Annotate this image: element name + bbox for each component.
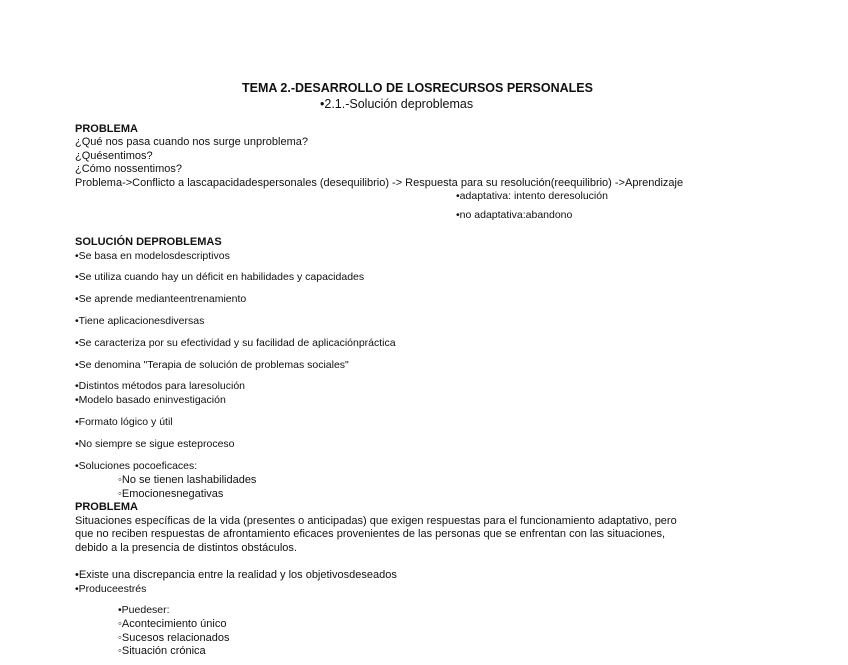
sub-list-item: ◦Acontecimiento único <box>118 618 227 630</box>
list-item: •Modelo basado eninvestigación <box>75 394 226 406</box>
list-item: •Soluciones pocoeficaces: <box>75 460 198 472</box>
list-item: •Formato lógico y útil <box>75 416 173 428</box>
list-item: •Se aprende medianteentrenamiento <box>75 293 247 305</box>
non-adaptive-subline: •no adaptativa:abandono <box>456 209 573 221</box>
problema-heading: PROBLEMA <box>75 123 138 135</box>
document-title: TEMA 2.-DESARROLLO DE LOSRECURSOS PERSONALES <box>242 81 593 95</box>
list-item: •Produceestrés <box>75 583 147 595</box>
paragraph-line: debido a la presencia de distintos obstáculos. <box>75 542 297 554</box>
list-item: •Puedeser: <box>118 604 170 616</box>
list-item: •Se denomina "Terapia de solución de problemas sociales" <box>75 359 349 371</box>
list-item: •Se caracteriza por su efectividad y su facilidad de aplicaciónpráctica <box>75 337 396 349</box>
paragraph-line: Situaciones específicas de la vida (presentes o anticipadas) que exigen respuestas para el funcionamiento adaptativo, pero <box>75 515 677 527</box>
document-subtitle: •2.1.-Solución deproblemas <box>320 97 474 111</box>
sub-list-item: ◦No se tienen lashabilidades <box>118 474 257 486</box>
sub-list-item: ◦Emocionesnegativas <box>118 488 224 500</box>
sub-list-item: ◦Sucesos relacionados <box>118 632 230 644</box>
list-item: •Se basa en modelosdescriptivos <box>75 250 230 262</box>
adaptive-subline: •adaptativa: intento deresolución <box>456 190 608 202</box>
question-line: ¿Cómo nossentimos? <box>75 163 182 175</box>
list-item: •No siempre se sigue esteproceso <box>75 438 235 450</box>
list-item: •Existe una discrepancia entre la realidad y los objetivosdeseados <box>75 569 397 581</box>
sub-list-item: ◦Situación crónica <box>118 645 206 657</box>
list-item: •Distintos métodos para laresolución <box>75 380 246 392</box>
list-item: •Tiene aplicacionesdiversas <box>75 315 205 327</box>
question-line: ¿Qué nos pasa cuando nos surge unproblema? <box>75 136 308 148</box>
problema-heading-2: PROBLEMA <box>75 501 138 513</box>
question-line: ¿Quésentimos? <box>75 150 153 162</box>
problem-flow-line: Problema->Conflicto a lascapacidadespersonales (desequilibrio) -> Respuesta para su resolución(reequilibrio) ->Aprendizaje <box>75 177 684 189</box>
solucion-heading: SOLUCIÓN DEPROBLEMAS <box>75 236 222 248</box>
paragraph-line: que no reciben respuestas de afrontamiento eficaces provenientes de las personas que se enfrentan con las situaciones, <box>75 528 666 540</box>
list-item: •Se utiliza cuando hay un déficit en habilidades y capacidades <box>75 271 365 283</box>
